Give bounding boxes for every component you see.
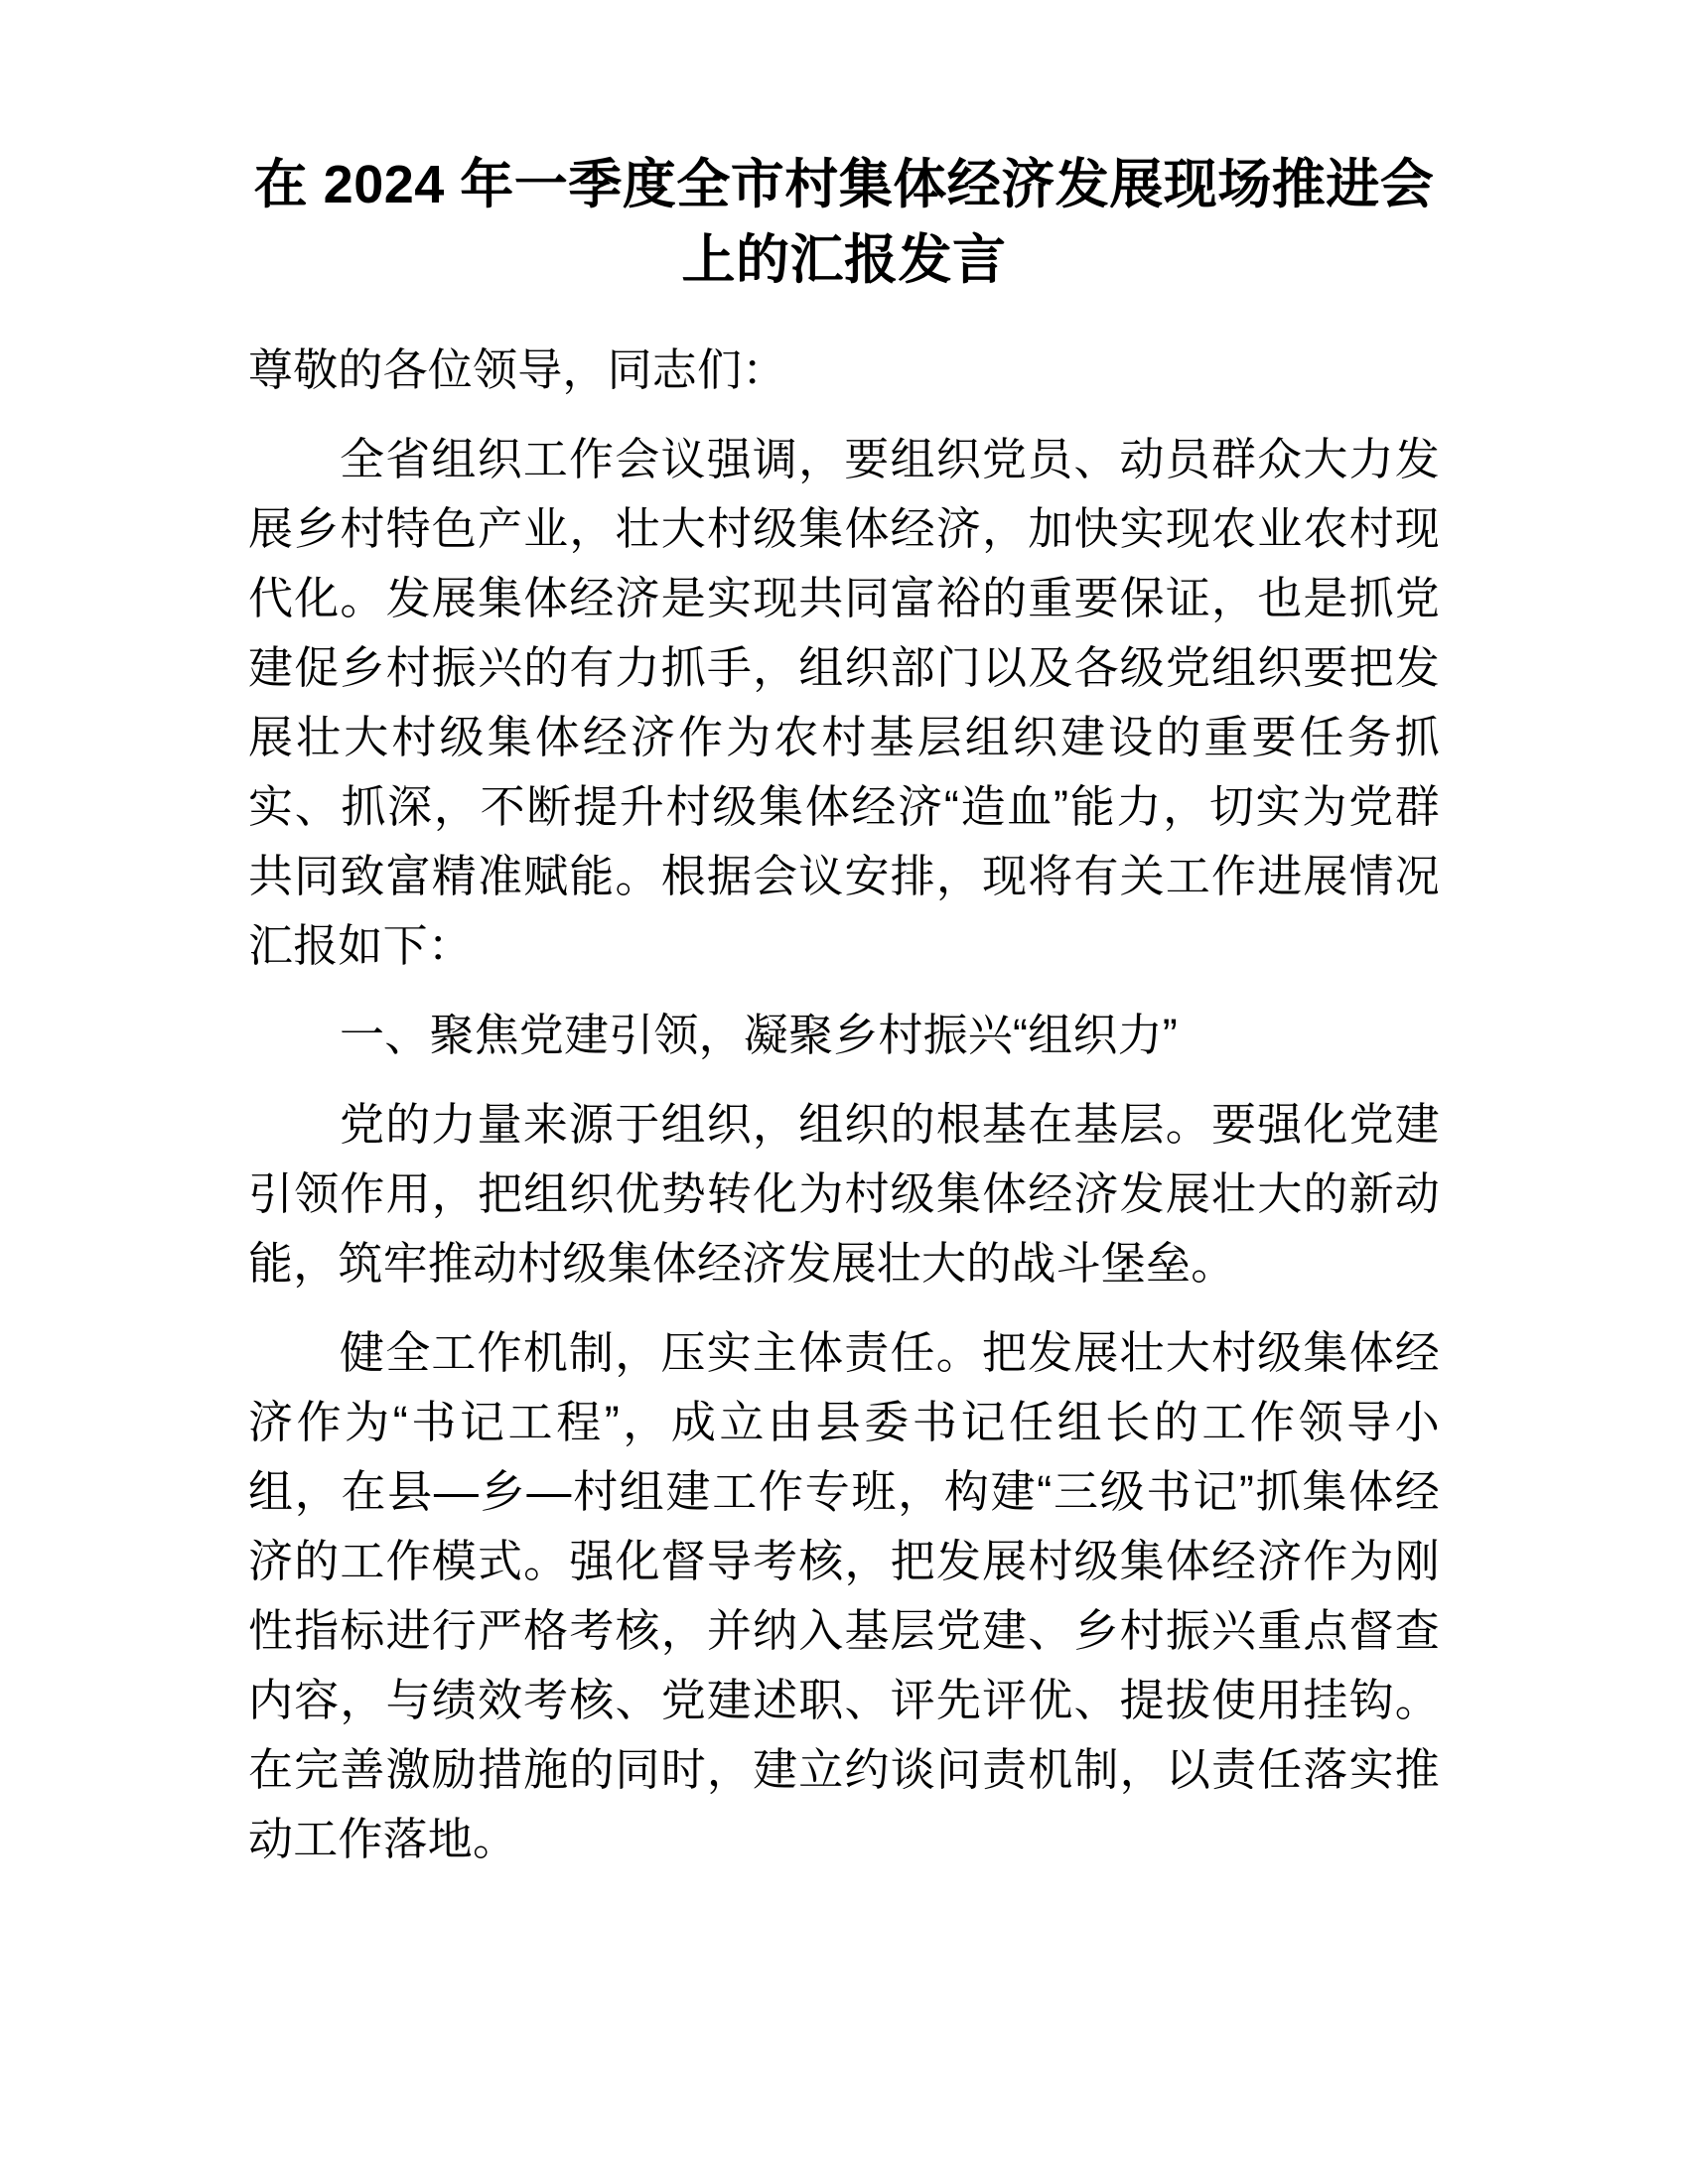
body-paragraph-1: 全省组织工作会议强调，要组织党员、动员群众大力发展乡村特色产业，壮大村级集体经济，加快实现农业农村现代化。发展集体经济是实现共同富裕的重要保证，也是抓党建促乡村振兴的有力抓手，组织部门以及各级党组织要把发展壮大村级集体经济作为农村基层组织建设的重要任务抓实、抓深，不断提升村级集体经济“造血”能力，切实为党群共同致富精准赋能。根据会议安排，现将有关工作进展情况汇报如下： <box>248 434 1440 971</box>
body-paragraph-3: 健全工作机制，压实主体责任。把发展壮大村级集体经济作为“书记工程”，成立由县委书记任组长的工作领导小组，在县—乡—村组建工作专班，构建“三级书记”抓集体经济的工作模式。强化督导考核，把发展村级集体经济作为刚性指标进行严格考核，并纳入基层党建、乡村振兴重点督查内容，与绩效考核、党建述职、评先评优、提拔使用挂钩。在完善激励措施的同时，建立约谈问责机制，以责任落实推动工作落地。 <box>248 1327 1440 1864</box>
salutation-line: 尊敬的各位领导，同志们： <box>248 344 787 395</box>
section-heading-1: 一、聚焦党建引领，凝聚乡村振兴“组织力” <box>340 1010 1178 1060</box>
document-content <box>248 0 1440 1874</box>
body-paragraph-2: 党的力量来源于组织，组织的根基在基层。要强化党建引领作用，把组织优势转化为村级集体经济发展壮大的新动能，筑牢推动村级集体经济发展壮大的战斗堡垒。 <box>248 1099 1440 1289</box>
page-title: 在 2024 年一季度全市村集体经济发展现场推进会上的汇报发言 <box>253 155 1435 290</box>
